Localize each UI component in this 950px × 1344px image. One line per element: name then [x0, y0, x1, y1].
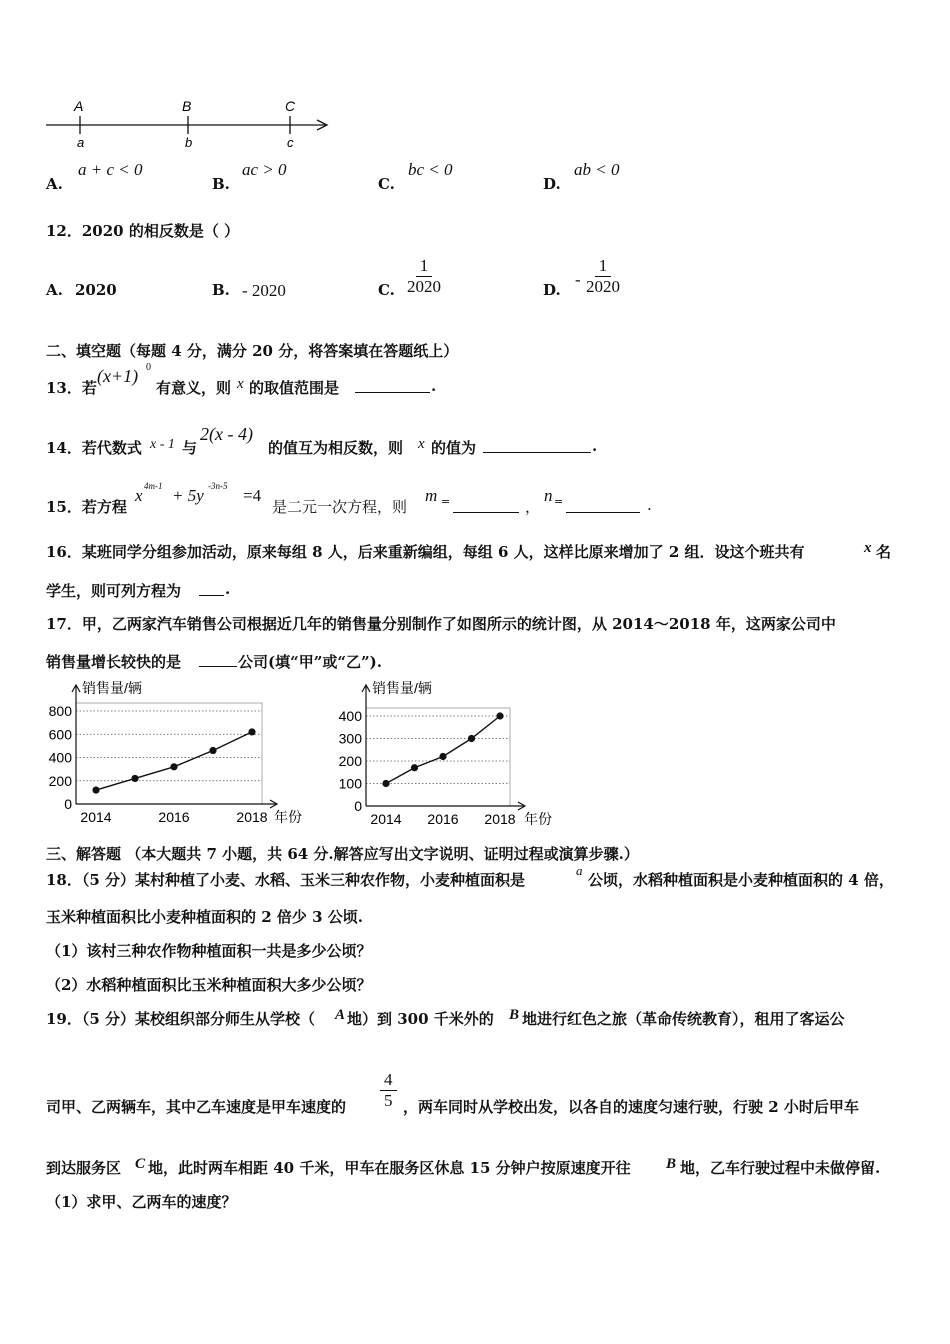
x-tick-label: 2014: [80, 809, 112, 825]
chart-company-yi: [330, 676, 560, 832]
y-tick-label: 400: [338, 708, 362, 724]
y-tick-label: 300: [338, 730, 362, 747]
data-point: [170, 763, 177, 770]
y-tick-label: 0: [354, 798, 362, 814]
coord-label-a: a: [77, 135, 85, 150]
data-point: [248, 728, 255, 735]
y-tick-label: 400: [48, 749, 72, 766]
data-point: [92, 786, 99, 793]
chart-company-jia: [40, 676, 310, 832]
q12-stem: 12．2020 的相反数是（ ）: [46, 222, 240, 240]
data-point: [131, 775, 138, 782]
data-point: [209, 747, 216, 754]
point-label-b: B: [182, 98, 192, 114]
series-line: [386, 716, 500, 784]
point-label-c: C: [285, 98, 296, 114]
number-line-figure: [40, 92, 340, 152]
q16-answer-blank: [199, 581, 224, 596]
plot-frame: [366, 708, 510, 806]
q15-m-blank: [453, 498, 519, 513]
data-point: [382, 780, 389, 787]
coord-label-c: c: [287, 135, 294, 150]
point-label-a: A: [74, 98, 84, 114]
x-tick-label: 2016: [158, 809, 190, 825]
data-point: [496, 712, 503, 719]
data-point: [411, 764, 418, 771]
q15-n-blank: [566, 498, 640, 513]
y-tick-label: 600: [48, 726, 72, 743]
x-tick-label: 2018: [236, 809, 268, 825]
y-tick-label: 200: [338, 753, 362, 769]
series-line: [96, 732, 252, 790]
q13-answer-blank: [355, 378, 430, 393]
plot-frame: [76, 703, 262, 804]
q17-answer-blank: [199, 652, 237, 667]
data-point: [439, 753, 446, 760]
data-point: [468, 735, 475, 742]
x-tick-label: 2018: [484, 811, 516, 827]
y-tick-label: 100: [338, 775, 362, 792]
x-tick-label: 2014: [370, 811, 402, 827]
y-tick-label: 200: [48, 772, 72, 789]
q14-answer-blank: [483, 438, 591, 453]
x-axis-label: 年份: [274, 809, 302, 825]
x-tick-label: 2016: [427, 811, 459, 827]
y-tick-label: 800: [48, 703, 72, 719]
section-2-heading: 二、填空题（每题 4 分，满分 20 分，将答案填在答题纸上）: [46, 342, 459, 360]
y-tick-label: 0: [64, 796, 72, 812]
y-axis-label: 销售量/辆: [372, 680, 432, 696]
coord-label-b: b: [185, 135, 193, 150]
section-3-heading: 三、解答题 （本大题共 7 小题，共 64 分.解答应写出文字说明、证明过程或演算步骤.）: [46, 845, 639, 863]
x-axis-label: 年份: [524, 811, 552, 827]
y-axis-label: 销售量/辆: [82, 680, 142, 696]
